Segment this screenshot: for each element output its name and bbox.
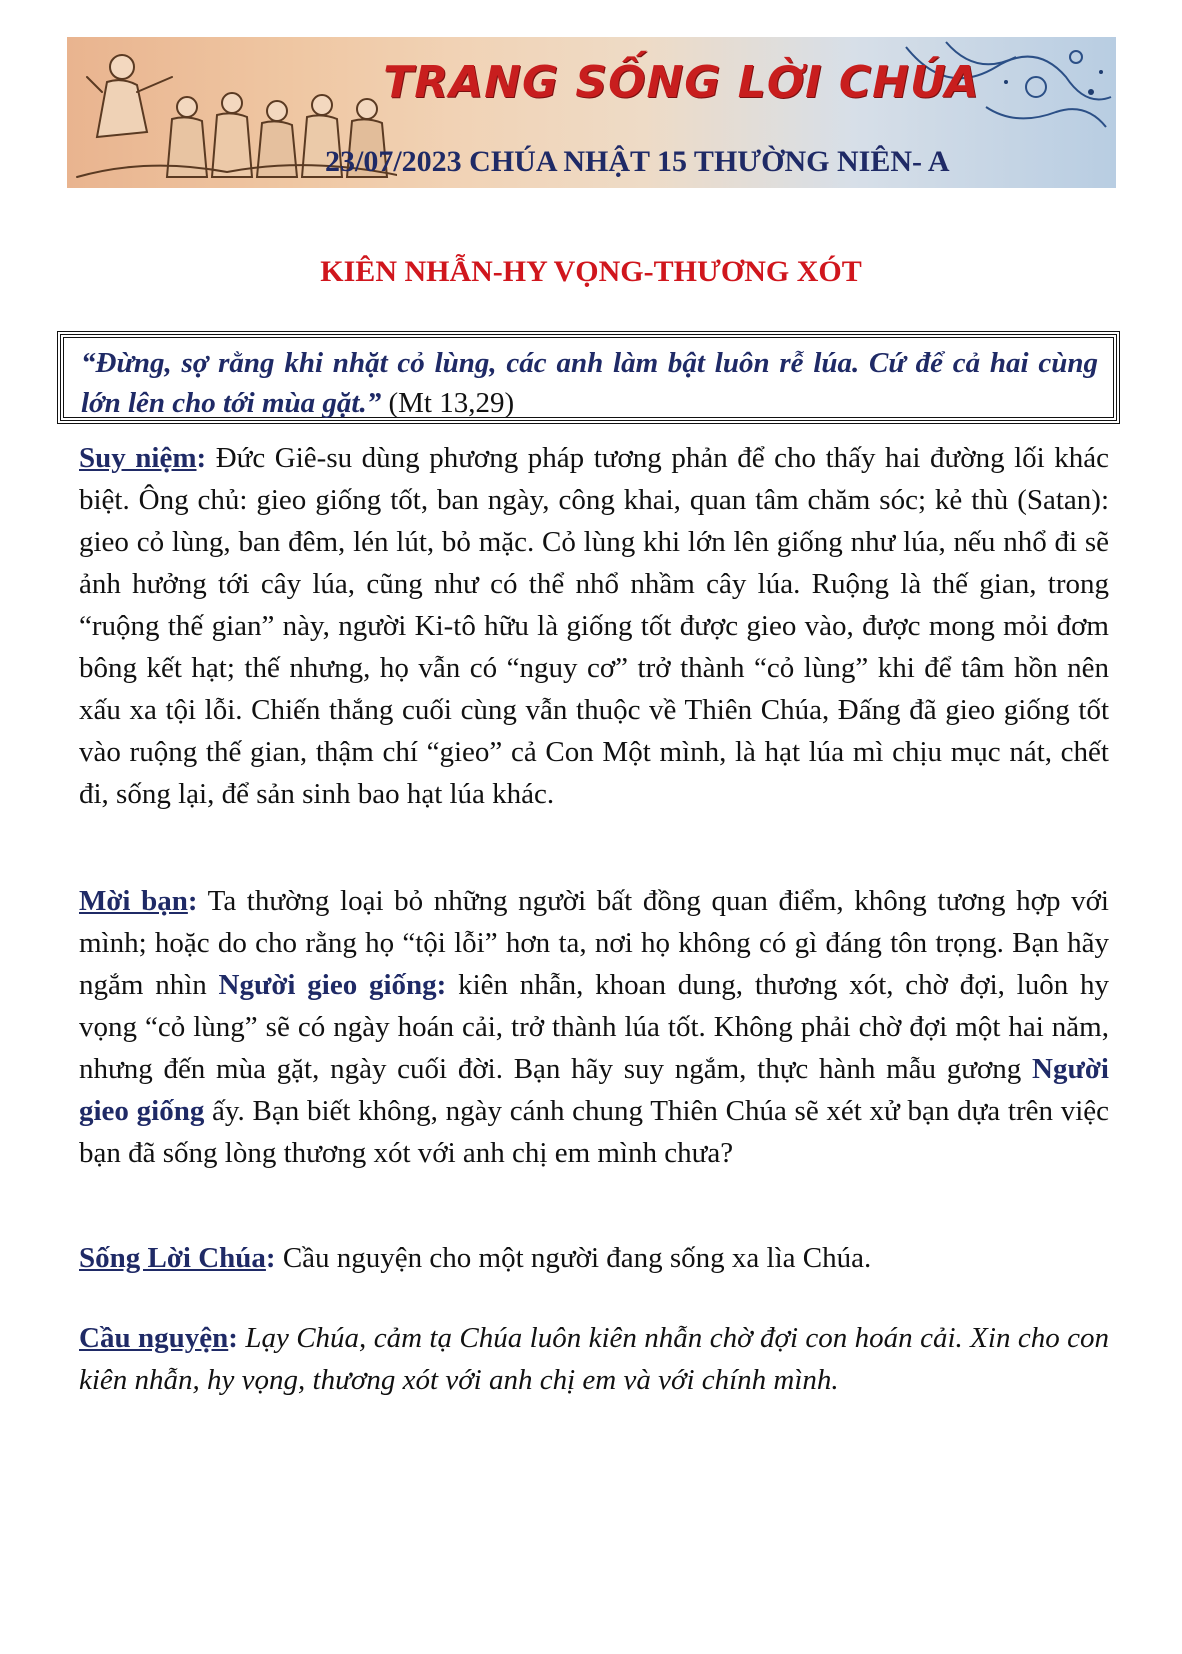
quote-reference: (Mt 13,29) xyxy=(388,387,515,419)
section-moi-ban: Mời bạn: Ta thường loại bỏ những người bất đồng quan điểm, không tương hợp với mình; hoặc do cho rằng họ “tội lỗi” hơn ta, nơi họ không có gì đáng tôn trọng. Bạn hãy ngắm nhìn Người gieo giống: kiên nhẫn, khoan dung, thương xót, chờ đợi, luôn hy vọng “cỏ lùng” sẽ có ngày hoán cải, trở thành lúa tốt. Không phải chờ đợi một hai năm, nhưng đến mùa gặt, ngày cuối đời. Bạn hãy suy ngắm, thực hành mẫu gương Người gieo giống ấy. Bạn biết không, ngày cánh chung Thiên Chúa sẽ xét xử bạn dựa trên việc bạn đã sống lòng thương xót với anh chị em mình chưa? xyxy=(79,885,1109,1169)
page-title: KIÊN NHẪN-HY VỌNG-THƯƠNG XÓT xyxy=(320,255,862,288)
section-text-suy-niem: Đức Giê-su dùng phương pháp tương phản để cho thấy hai đường lối khác biệt. Ông chủ: gieo giống tốt, ban ngày, công khai, quan tâm chăm sóc; kẻ thù (Satan): gieo cỏ lùng, ban đêm, lén lút, bỏ mặc. Cỏ lùng khi lớn lên giống như lúa, nếu nhổ đi sẽ ảnh hưởng tới cây lúa, cũng như có thể nhổ nhầm cây lúa. Ruộng là thế gian, trong “ruộng thế gian” này, người Ki-tô hữu là giống tốt được gieo vào, được mong mỏi đơm bông kết hạt; thế nhưng, họ vẫn có “nguy cơ” trở thành “cỏ lùng” khi để tâm hồn nên xấu xa tội lỗi. Chiến thắng cuối cùng vẫn thuộc về Thiên Chúa, Đấng đã gieo giống tốt vào ruộng thế gian, thậm chí “gieo” cả Con Một mình, là hạt lúa mì chịu mục nát, chết đi, sống lại, để sản sinh bao hạt lúa khác. xyxy=(79,442,1110,810)
section-label-moi-ban: Mời bạn xyxy=(79,885,188,917)
moi-ban-text-3: ấy. Bạn biết không, ngày cánh chung Thiên Chúa sẽ xét xử bạn dựa trên việc bạn đã sống lòng thương xót với anh chị em mình chưa? xyxy=(79,1095,1109,1169)
banner-date-line: 23/07/2023 CHÚA NHẬT 15 THƯỜNG NIÊN- A xyxy=(325,145,950,178)
moi-ban-emphasis-2: Người gieo giống xyxy=(79,1053,1109,1127)
header-banner xyxy=(67,37,1116,188)
section-text-cau-nguyen: Lạy Chúa, cảm tạ Chúa luôn kiên nhẫn chờ đợi con hoán cải. Xin cho con kiên nhẫn, hy vọng, thương xót với anh chị em và với chính mình. xyxy=(79,1322,1109,1396)
quote-text: “Đừng, sợ rằng khi nhặt cỏ lùng, các anh làm bật luôn rễ lúa. Cứ để cả hai cùng lớn lên cho tới mùa gặt.” xyxy=(81,347,1098,419)
scripture-quote-box xyxy=(57,331,1120,424)
moi-ban-emphasis-1: Người gieo giống: xyxy=(218,969,447,1001)
section-text-song-loi-chua: Cầu nguyện cho một người đang sống xa lìa Chúa. xyxy=(282,1242,872,1274)
section-cau-nguyen: Cầu nguyện: Lạy Chúa, cảm tạ Chúa luôn kiên nhẫn chờ đợi con hoán cải. Xin cho con kiên nhẫn, hy vọng, thương xót với anh chị em và với chính mình. xyxy=(79,1322,1109,1396)
section-suy-niem: Suy niệm: Đức Giê-su dùng phương pháp tương phản để cho thấy hai đường lối khác biệt. Ông chủ: gieo giống tốt, ban ngày, công khai, quan tâm chăm sóc; kẻ thù (Satan): gieo cỏ lùng, ban đêm, lén lút, bỏ mặc. Cỏ lùng khi lớn lên giống như lúa, nếu nhổ đi sẽ ảnh hưởng tới cây lúa, cũng như có thể nhổ nhầm cây lúa. Ruộng là thế gian, trong “ruộng thế gian” này, người Ki-tô hữu là giống tốt được gieo vào, được mong mỏi đơm bông kết hạt; thế nhưng, họ vẫn có “nguy cơ” trở thành “cỏ lùng” khi để tâm hồn nên xấu xa tội lỗi. Chiến thắng cuối cùng vẫn thuộc về Thiên Chúa, Đấng đã gieo giống tốt vào ruộng thế gian, thậm chí “gieo” cả Con Một mình, là hạt lúa mì chịu mục nát, chết đi, sống lại, để sản sinh bao hạt lúa khác. xyxy=(79,442,1110,810)
scripture-quote xyxy=(81,343,1098,423)
moi-ban-text-1: Ta thường loại bỏ những người bất đồng quan điểm, không tương hợp với mình; hoặc do cho rằng họ “tội lỗi” hơn ta, nơi họ không có gì đáng tôn trọng. Bạn hãy ngắm nhìn xyxy=(79,885,1109,1001)
banner-title: TRANG SỐNG LỜI CHÚA xyxy=(383,57,980,108)
section-label-song-loi-chua: Sống Lời Chúa xyxy=(79,1242,266,1274)
section-label-cau-nguyen: Cầu nguyện xyxy=(79,1322,229,1354)
section-label-suy-niem: Suy niệm xyxy=(79,442,197,474)
moi-ban-text-2: kiên nhẫn, khoan dung, thương xót, chờ đợi, luôn hy vọng “cỏ lùng” sẽ có ngày hoán cải, trở thành lúa tốt. Không phải chờ đợi một hai năm, nhưng đến mùa gặt, ngày cuối đời. Bạn hãy suy ngắm, thực hành mẫu gương xyxy=(79,969,1109,1085)
section-song-loi-chua: Sống Lời Chúa: Cầu nguyện cho một người đang sống xa lìa Chúa. xyxy=(79,1242,872,1274)
